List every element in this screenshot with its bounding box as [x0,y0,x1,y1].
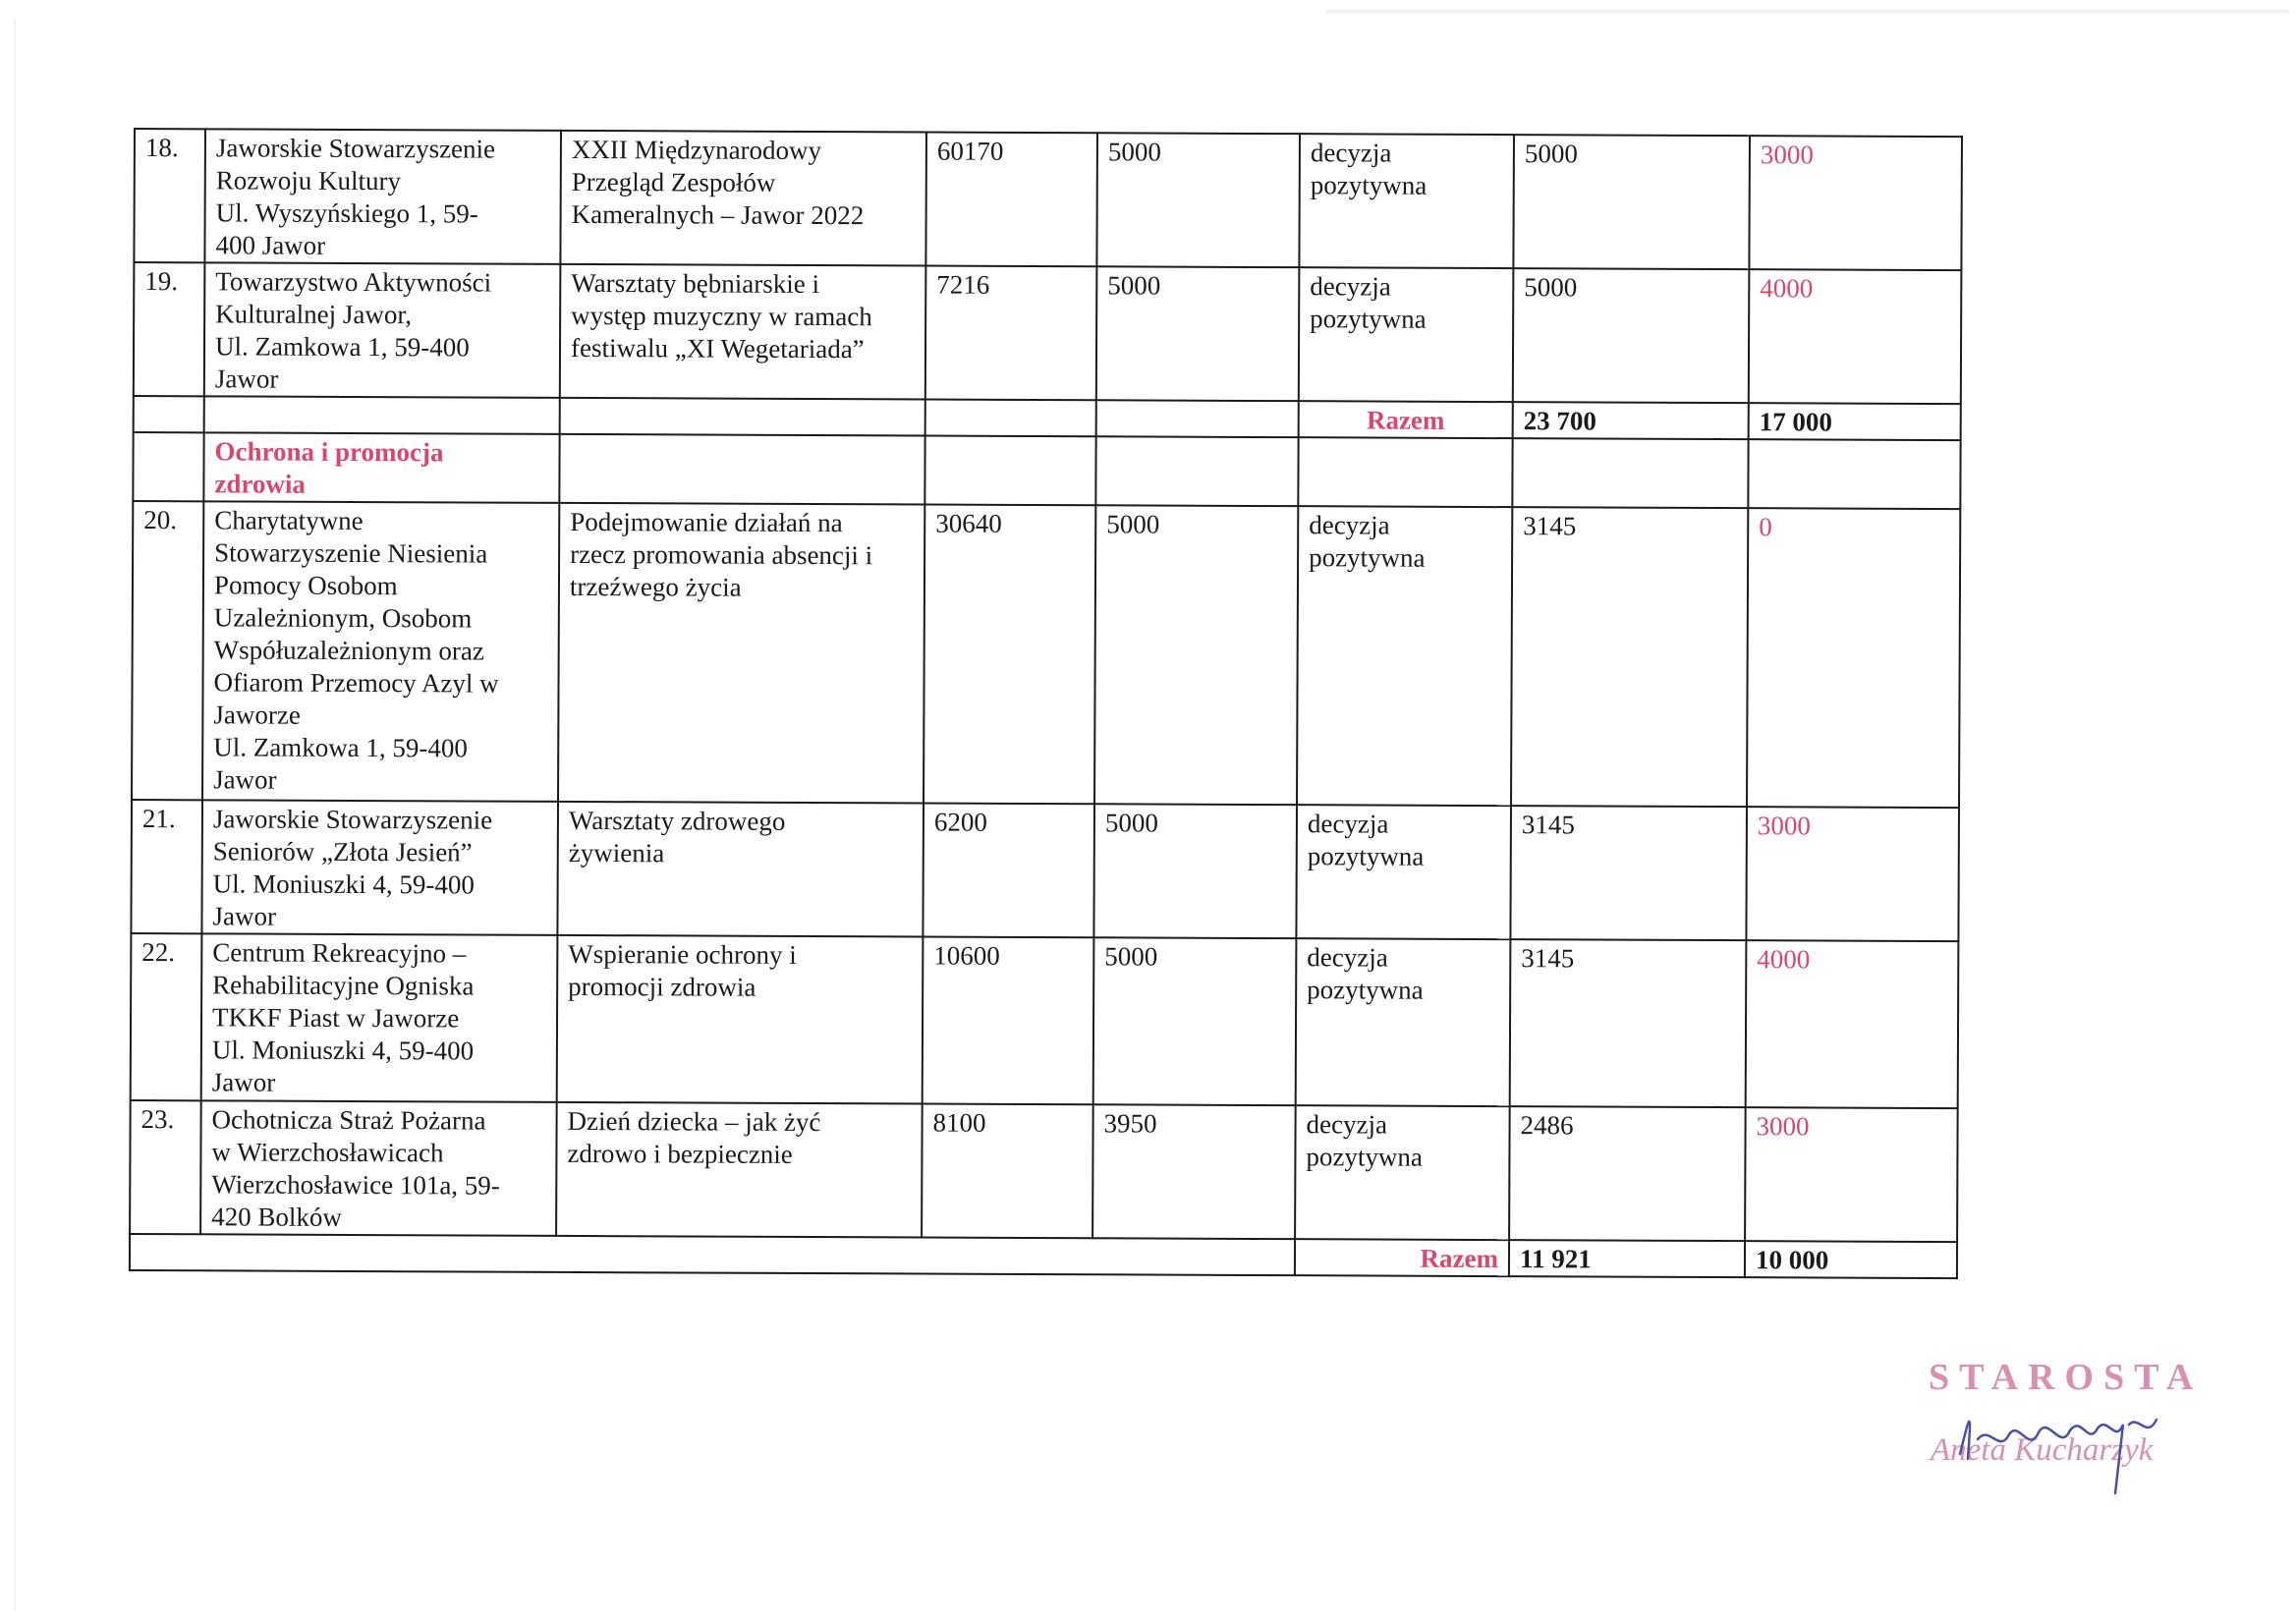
empty-cell [560,398,925,436]
subtotal-amount: 23 700 [1513,402,1749,439]
row-number: 22. [131,933,202,1100]
table-row [134,262,1962,404]
requested-amount-cell: 5000 [1094,505,1298,805]
subtotal-amount: 11 921 [1509,1240,1745,1277]
starosta-stamp [1921,1356,2204,1503]
applicant-cell: Jaworskie Stowarzyszenie Rozwoju Kultury Ul. Wyszyńskiego 1, 59- 400 Jawor [204,129,561,264]
empty-cell [559,434,924,505]
row-number: 20. [132,501,203,800]
stamp-name: Aneta Kucharzyk [1931,1432,2154,1468]
applicant-cell: Ochotnicza Straż Pożarna w Wierzchosławicach Wierzchosławice 101a, 59- 420 Bolków [200,1100,557,1236]
amount-cell: 5000 [1513,135,1750,269]
amount-cell: 5000 [1513,268,1750,403]
total-cost-cell: 10600 [923,937,1094,1105]
requested-amount-cell: 5000 [1096,266,1300,401]
task-cell: Warsztaty bębniarskie i występ muzyczny w ramach festiwalu „XI Wegetariada” [560,264,926,400]
table-row [130,1100,1958,1242]
task-cell: Wspieranie ochrony i promocji zdrowia [557,935,924,1104]
subtotal-label: Razem [1299,401,1513,438]
empty-cell [130,1234,1295,1275]
amount-cell: 3145 [1510,939,1747,1107]
granted-amount-cell: 3000 [1746,807,1959,941]
applicant-cell: Charytatywne Stowarzyszenie Niesienia Pomocy Osobom Uzależnionym, Osobom Współuzależnionym oraz Ofiarom Przemocy Azyl w Jaworze Ul. Zamkowa 1, 59-400 Jawor [202,501,559,802]
empty-cell [1298,437,1512,507]
row-number: 18. [134,129,205,262]
task-cell: Warsztaty zdrowego żywienia [557,802,924,937]
subtotal-granted: 10 000 [1745,1241,1957,1278]
table-row [131,933,1959,1108]
empty-cell [134,396,204,432]
granted-amount-cell: 0 [1747,508,1960,808]
row-number: 23. [130,1100,201,1234]
empty-cell [133,432,203,501]
empty-cell [1748,439,1960,509]
amount-cell: 3145 [1510,806,1747,940]
granted-amount-cell: 3000 [1745,1107,1958,1242]
empty-cell [925,400,1096,437]
decision-cell: decyzja pozytywna [1297,506,1512,806]
decision-cell: decyzja pozytywna [1296,938,1511,1106]
subtotal-row [130,1234,1957,1278]
granted-amount-cell: 4000 [1746,940,1959,1108]
empty-cell [1095,436,1298,506]
applicant-cell: Jaworskie Stowarzyszenie Seniorów „Złota Jesień” Ul. Moniuszki 4, 59-400 Jawor [201,800,558,935]
amount-cell: 3145 [1511,507,1748,807]
applicant-cell: Towarzystwo Aktywności Kulturalnej Jawor, Ul. Zamkowa 1, 59-400 Jawor [204,262,561,398]
granted-amount-cell: 4000 [1749,269,1962,404]
total-cost-cell: 6200 [923,804,1094,938]
requested-amount-cell: 5000 [1093,937,1297,1105]
decision-cell: decyzja pozytywna [1296,805,1511,939]
stamp-title: STAROSTA [1929,1357,2204,1398]
decision-cell: decyzja pozytywna [1299,134,1514,268]
applicant-cell: Centrum Rekreacyjno – Rehabilitacyjne Ogniska TKKF Piast w Jaworze Ul. Moniuszki 4, 59-400 Jawor [201,933,558,1102]
empty-cell [1096,400,1299,437]
subtotal-granted: 17 000 [1749,403,1961,440]
row-number: 21. [131,800,202,933]
total-cost-cell: 30640 [924,505,1095,805]
table-row [131,800,1959,941]
total-cost-cell: 7216 [925,266,1097,401]
requested-amount-cell: 5000 [1096,133,1300,267]
total-cost-cell: 60170 [925,133,1097,267]
empty-cell [1512,438,1748,508]
granted-amount-cell: 3000 [1749,136,1962,270]
category-row [133,432,1960,509]
signature-icon [1950,1385,2176,1503]
table-row [132,501,1960,808]
requested-amount-cell: 3950 [1092,1104,1296,1239]
task-cell: Podejmowanie działań na rzecz promowania absencji i trzeźwego życia [558,503,924,804]
category-heading: Ochrona i promocja zdrowia [203,432,559,503]
decision-cell: decyzja pozytywna [1295,1105,1510,1240]
empty-cell [204,396,560,434]
subtotal-label: Razem [1295,1239,1509,1276]
decision-cell: decyzja pozytywna [1299,267,1514,402]
scan-shadow [1326,10,2289,16]
task-cell: XXII Międzynarodowy Przegląd Zespołów Kameralnych – Jawor 2022 [560,131,926,266]
row-number: 19. [134,262,205,396]
scan-edge [14,20,16,1611]
table-row [134,129,1962,270]
requested-amount-cell: 5000 [1093,804,1297,938]
total-cost-cell: 8100 [922,1104,1093,1239]
empty-cell [924,436,1095,506]
task-cell: Dzień dziecka – jak żyć zdrowo i bezpiecznie [556,1102,923,1238]
amount-cell: 2486 [1509,1106,1746,1241]
grant-table [129,128,1963,1279]
